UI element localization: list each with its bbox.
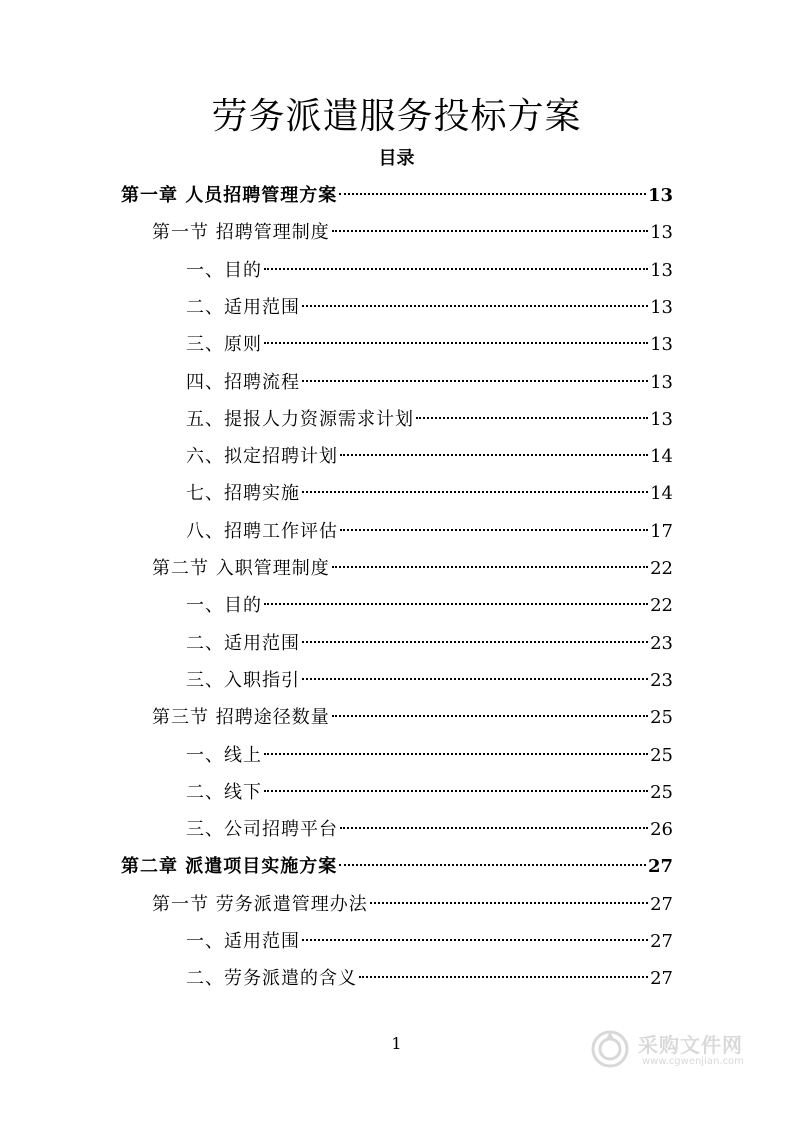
watermark-name: 采购文件网: [638, 1033, 743, 1057]
toc-entry-label: 第一章 人员招聘管理方案: [121, 185, 338, 206]
toc-entry-page: 26: [650, 819, 673, 841]
toc-entry[interactable]: [186, 666, 673, 696]
toc-entry-page: 27: [650, 931, 673, 952]
toc-entry[interactable]: [186, 741, 673, 771]
toc-entry-label: 第二章 派遣项目实施方案: [121, 856, 338, 878]
toc-entry[interactable]: [152, 554, 673, 584]
toc-dot-leader: [332, 230, 648, 232]
toc-entry-page: 25: [650, 781, 673, 803]
toc-entry[interactable]: [186, 293, 673, 323]
toc-entry-label: 二、适用范围: [186, 296, 300, 318]
toc-dot-leader: [302, 491, 648, 493]
toc-entry[interactable]: [186, 629, 673, 659]
toc-dot-leader: [359, 976, 648, 978]
toc-dot-leader: [332, 566, 648, 568]
toc-entry-label: 第一节 劳务派遣管理办法: [152, 893, 368, 915]
toc-dot-leader: [302, 939, 648, 941]
toc-dot-leader: [264, 603, 648, 605]
toc-entry-page: 13: [650, 408, 673, 430]
toc-dot-leader: [302, 305, 648, 307]
toc-entry[interactable]: [186, 964, 673, 994]
toc-dot-leader: [339, 864, 646, 866]
toc-entry-label: 一、线上: [186, 744, 262, 766]
toc-dot-leader: [302, 380, 648, 382]
toc-entry[interactable]: [152, 218, 673, 248]
toc-entry-label: 二、劳务派遣的含义: [186, 968, 357, 990]
toc-dot-leader: [339, 193, 646, 195]
toc-entry[interactable]: [186, 815, 673, 845]
toc-dot-leader: [370, 902, 648, 904]
toc-entry[interactable]: [186, 927, 673, 957]
toc-entry-label: 第一节 招聘管理制度: [152, 222, 330, 244]
toc-heading: 目录: [378, 148, 415, 169]
toc-entry-page: 23: [650, 669, 673, 691]
toc-entry-page: 13: [650, 259, 673, 281]
toc-entry[interactable]: [186, 368, 673, 398]
toc-dot-leader: [340, 827, 648, 829]
watermark-logo-icon: [590, 1029, 630, 1069]
toc-entry-page: 17: [650, 520, 673, 542]
toc-entry-label: 第三节 招聘途径数量: [152, 707, 330, 729]
toc-entry[interactable]: [186, 479, 673, 509]
toc-entry-label: 三、入职指引: [186, 669, 300, 691]
toc-entry-page: 13: [650, 222, 673, 244]
toc-dot-leader: [264, 753, 648, 755]
toc-entry-label: 二、线下: [186, 781, 262, 803]
toc-entry[interactable]: [186, 330, 673, 360]
toc-entry[interactable]: [186, 778, 673, 808]
toc-entry[interactable]: [186, 256, 673, 286]
toc-entry-label: 一、目的: [186, 595, 262, 617]
toc-entry-page: 22: [650, 595, 673, 617]
toc-entry[interactable]: [186, 517, 673, 547]
toc-entry[interactable]: [186, 405, 673, 435]
toc-entry[interactable]: [121, 181, 673, 211]
toc-entry-page: 13: [650, 296, 673, 318]
toc-dot-leader: [302, 641, 648, 643]
toc-entry[interactable]: [152, 890, 673, 920]
toc-entry-page: 25: [650, 744, 673, 766]
toc-entry-page: 27: [647, 856, 673, 878]
toc-entry-label: 第二节 入职管理制度: [152, 558, 330, 579]
toc-entry-label: 一、目的: [186, 259, 262, 281]
page-number: 1: [391, 1034, 402, 1053]
toc-dot-leader: [302, 678, 648, 680]
toc-entry-label: 三、原则: [186, 334, 262, 356]
toc-entry-label: 五、提报人力资源需求计划: [186, 408, 414, 430]
toc-dot-leader: [264, 268, 648, 270]
watermark-url: www.cgwenjian.com: [642, 1056, 744, 1067]
toc-entry-page: 22: [650, 558, 673, 579]
toc-entry-page: 25: [650, 707, 673, 729]
toc-entry-page: 14: [650, 446, 673, 468]
document-title: 劳务派遣服务投标方案: [211, 96, 582, 137]
toc-entry-label: 一、适用范围: [186, 931, 300, 952]
toc-entry-label: 七、招聘实施: [186, 483, 300, 505]
toc-entry[interactable]: [186, 591, 673, 621]
toc-entry-page: 13: [647, 185, 673, 206]
toc-entry-page: 13: [650, 334, 673, 356]
toc-entry[interactable]: [186, 442, 673, 472]
toc-entry[interactable]: [152, 703, 673, 733]
toc-entry-page: 13: [650, 371, 673, 393]
toc-dot-leader: [340, 454, 648, 456]
toc-entry-page: 23: [650, 632, 673, 654]
toc-entry-label: 八、招聘工作评估: [186, 520, 338, 542]
toc-entry-page: 27: [650, 893, 673, 915]
toc-entry-label: 二、适用范围: [186, 632, 300, 654]
toc-dot-leader: [416, 417, 648, 419]
toc-dot-leader: [264, 790, 648, 792]
toc-dot-leader: [340, 529, 648, 531]
toc-entry[interactable]: [121, 852, 673, 882]
watermark: [590, 1025, 770, 1075]
toc-entry-label: 三、公司招聘平台: [186, 819, 338, 841]
toc-entry-label: 四、招聘流程: [186, 371, 300, 393]
toc-dot-leader: [332, 715, 648, 717]
toc-entry-label: 六、拟定招聘计划: [186, 446, 338, 468]
toc-dot-leader: [264, 342, 648, 344]
toc-entry-page: 27: [650, 968, 673, 990]
toc-entry-page: 14: [650, 483, 673, 505]
